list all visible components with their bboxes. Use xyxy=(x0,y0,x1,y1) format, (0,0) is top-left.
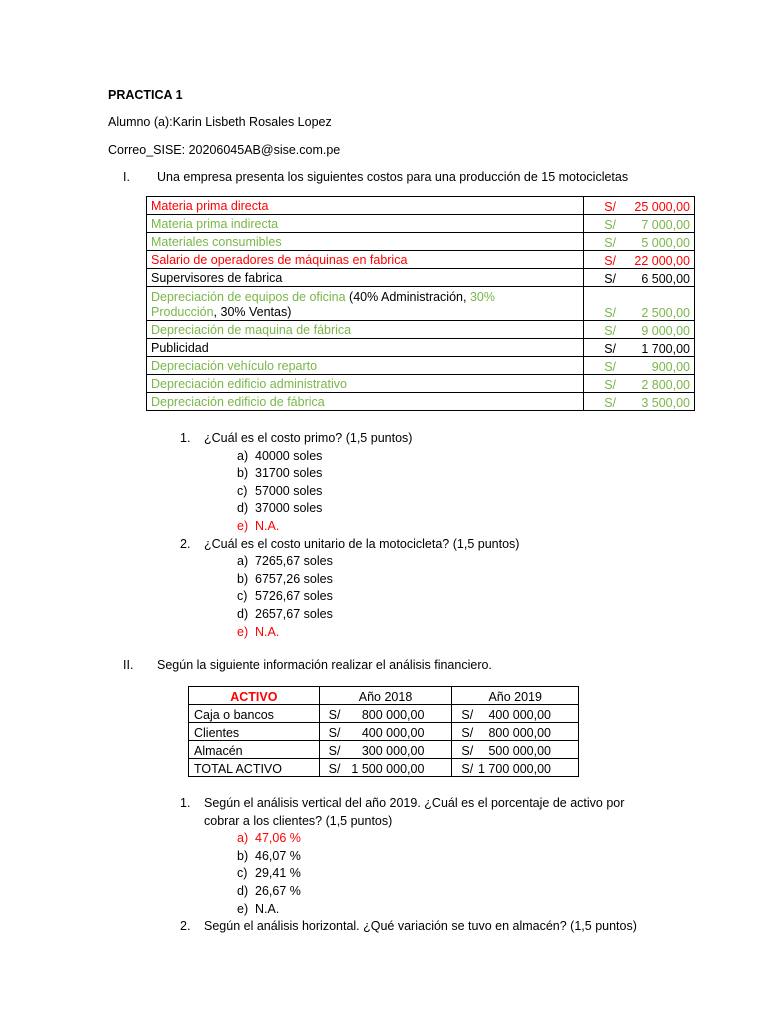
currency-symbol: S/ xyxy=(604,306,616,320)
cost-amount-wrap xyxy=(588,306,690,320)
asset-label: Clientes xyxy=(189,723,320,741)
amount-value: 1 700,00 xyxy=(641,342,690,356)
answer-option xyxy=(237,466,322,480)
cost-amount xyxy=(584,215,695,233)
option-letter: d) xyxy=(237,501,249,516)
option-letter: a) xyxy=(237,831,249,846)
asset-money xyxy=(325,744,447,758)
asset-value xyxy=(452,723,579,741)
cost-amount-wrap xyxy=(588,254,690,268)
amount-value: 1 500 000,00 xyxy=(351,762,425,776)
currency-symbol: S/ xyxy=(604,396,616,410)
cost-amount xyxy=(584,339,695,357)
answer-option xyxy=(237,484,322,498)
amount-value: 6 500,00 xyxy=(641,272,690,286)
option-text: 5726,67 soles xyxy=(255,589,333,604)
section1-numeral: I. xyxy=(123,170,130,184)
question-text-cont: cobrar a los clientes? (1,5 puntos) xyxy=(204,813,393,828)
currency-symbol: S/ xyxy=(604,200,616,214)
asset-money xyxy=(457,744,573,758)
page-title: PRACTICA 1 xyxy=(108,88,183,102)
asset-value xyxy=(319,723,452,741)
currency-symbol: S/ xyxy=(328,726,341,740)
option-text: 31700 soles xyxy=(255,466,323,481)
currency-symbol: S/ xyxy=(604,272,616,286)
cost-label-part: 30% xyxy=(469,290,495,304)
cost-label: Materia prima directa xyxy=(147,197,584,215)
section1-intro: Una empresa presenta los siguientes costos para una producción de 15 motocicletas xyxy=(157,170,629,184)
cost-amount xyxy=(584,357,695,375)
cost-label: Salario de operadores de máquinas en fabrica xyxy=(147,251,584,269)
asset-money xyxy=(325,726,447,740)
asset-label: Almacén xyxy=(189,741,320,759)
option-text: 37000 soles xyxy=(255,501,323,516)
asset-header-row xyxy=(189,687,579,705)
student-name: Alumno (a):Karin Lisbeth Rosales Lopez xyxy=(108,115,332,129)
cost-label-part: Depreciación de equipos de oficina xyxy=(151,290,346,304)
currency-symbol: S/ xyxy=(328,744,341,758)
answer-option xyxy=(237,572,333,586)
option-text: N.A. xyxy=(255,901,280,916)
currency-symbol: S/ xyxy=(604,378,616,392)
question-number: 1. xyxy=(180,796,191,810)
cost-label: Supervisores de fabrica xyxy=(147,269,584,287)
amount-value: 300 000,00 xyxy=(361,744,425,758)
question-text: ¿Cuál es el costo primo? (1,5 puntos) xyxy=(204,431,413,445)
asset-money xyxy=(325,762,447,776)
cost-amount xyxy=(584,375,695,393)
currency-symbol: S/ xyxy=(604,218,616,232)
asset-header-cell: Año 2019 xyxy=(452,687,579,705)
cost-amount-wrap xyxy=(588,360,690,374)
cost-amount-wrap xyxy=(588,218,690,232)
asset-table xyxy=(188,686,579,777)
option-text: 2657,67 soles xyxy=(255,607,333,621)
cost-row xyxy=(147,251,695,269)
cost-amount-wrap xyxy=(588,342,690,356)
option-letter: a) xyxy=(237,554,249,569)
student-email: Correo_SISE: 20206045AB@sise.com.pe xyxy=(108,143,341,157)
cost-row xyxy=(147,233,695,251)
question xyxy=(180,796,624,810)
amount-value: 400 000,00 xyxy=(361,726,425,740)
answer-option xyxy=(237,607,333,621)
answer-option xyxy=(237,884,301,898)
currency-symbol: S/ xyxy=(461,762,474,776)
cost-row xyxy=(147,375,695,393)
currency-symbol: S/ xyxy=(604,342,616,356)
asset-money xyxy=(457,726,573,740)
currency-symbol: S/ xyxy=(604,236,616,250)
amount-value: 9 000,00 xyxy=(641,324,690,338)
asset-value xyxy=(452,759,579,777)
currency-symbol: S/ xyxy=(461,708,474,722)
cost-amount-wrap xyxy=(588,272,690,286)
option-text: 47,06 % xyxy=(255,831,301,846)
option-text: 46,07 % xyxy=(255,848,301,863)
amount-value: 5 000,00 xyxy=(641,236,690,250)
currency-symbol: S/ xyxy=(604,324,616,338)
amount-value: 900,00 xyxy=(651,360,690,374)
answer-option xyxy=(237,449,322,463)
asset-money xyxy=(457,762,573,776)
cost-amount-wrap xyxy=(588,324,690,338)
asset-value xyxy=(319,705,452,723)
amount-value: 3 500,00 xyxy=(641,396,690,410)
amount-value: 22 000,00 xyxy=(634,254,690,268)
option-letter: b) xyxy=(237,466,249,481)
section2-intro: Según la siguiente información realizar el análisis financiero. xyxy=(157,658,492,672)
cost-label: Depreciación de maquina de fábrica xyxy=(147,321,584,339)
option-letter: a) xyxy=(237,448,249,463)
currency-symbol: S/ xyxy=(604,254,616,268)
cost-amount-wrap xyxy=(588,236,690,250)
cost-amount xyxy=(584,197,695,215)
asset-row xyxy=(189,723,579,741)
option-text: 40000 soles xyxy=(255,448,323,463)
option-letter: e) xyxy=(237,624,249,639)
cost-amount xyxy=(584,251,695,269)
amount-value: 2 500,00 xyxy=(641,306,690,320)
cost-label: Depreciación edificio administrativo xyxy=(147,375,584,393)
cost-label: Publicidad xyxy=(147,339,584,357)
asset-money xyxy=(325,708,447,722)
currency-symbol: S/ xyxy=(328,708,341,722)
option-text: 29,41 % xyxy=(255,866,301,881)
amount-value: 400 000,00 xyxy=(488,708,551,722)
answer-option xyxy=(237,554,333,568)
amount-value: 25 000,00 xyxy=(634,200,690,214)
option-text: N.A. xyxy=(255,519,280,533)
cost-label: Depreciación vehículo reparto xyxy=(147,357,584,375)
asset-label: Caja o bancos xyxy=(189,705,320,723)
section2-numeral: II. xyxy=(123,658,134,672)
cost-amount xyxy=(584,269,695,287)
cost-row xyxy=(147,393,695,411)
cost-row xyxy=(147,357,695,375)
answer-option xyxy=(237,902,279,916)
cost-label-part: (40% Administración, xyxy=(345,290,470,304)
option-letter: c) xyxy=(237,483,248,498)
cost-amount xyxy=(584,393,695,411)
question-number: 2. xyxy=(180,536,191,551)
answer-option xyxy=(237,625,279,639)
currency-symbol: S/ xyxy=(328,762,341,776)
answer-option xyxy=(237,849,301,863)
asset-value xyxy=(452,705,579,723)
cost-label-part: , 30% Ventas) xyxy=(213,305,292,319)
question-text: ¿Cuál es el costo unitario de la motocicleta? (1,5 puntos) xyxy=(204,536,520,551)
cost-table xyxy=(146,196,695,411)
option-letter: c) xyxy=(237,866,248,881)
amount-value: 7 000,00 xyxy=(641,218,690,232)
option-letter: b) xyxy=(237,571,249,586)
asset-value xyxy=(319,741,452,759)
amount-value: 500 000,00 xyxy=(488,744,551,758)
amount-value: 800 000,00 xyxy=(488,726,551,740)
asset-label: TOTAL ACTIVO xyxy=(189,759,320,777)
question xyxy=(180,537,519,551)
cost-amount-wrap xyxy=(588,396,690,410)
answer-option xyxy=(237,519,279,533)
question-text: Según el análisis vertical del año 2019. ¿Cuál es el porcentaje de activo por xyxy=(204,796,625,810)
cost-amount-wrap xyxy=(588,378,690,392)
cost-row xyxy=(147,269,695,287)
cost-label xyxy=(147,287,584,321)
currency-symbol: S/ xyxy=(461,726,474,740)
asset-row xyxy=(189,759,579,777)
asset-row xyxy=(189,705,579,723)
currency-symbol: S/ xyxy=(461,744,474,758)
asset-value xyxy=(319,759,452,777)
question-number: 2. xyxy=(180,919,191,934)
question-number: 1. xyxy=(180,431,191,445)
option-letter: b) xyxy=(237,848,249,863)
answer-option xyxy=(237,501,322,515)
question-text: Según el análisis horizontal. ¿Qué variación se tuvo en almacén? (1,5 puntos) xyxy=(204,919,637,934)
cost-label: Materiales consumibles xyxy=(147,233,584,251)
cost-label-part: Producción xyxy=(151,305,214,319)
answer-option xyxy=(237,831,301,845)
cost-label: Materia prima indirecta xyxy=(147,215,584,233)
answer-option xyxy=(237,866,301,880)
amount-value: 1 700 000,00 xyxy=(478,762,551,776)
cost-amount xyxy=(584,287,695,321)
currency-symbol: S/ xyxy=(604,360,616,374)
asset-header-cell: ACTIVO xyxy=(189,687,320,705)
cost-amount-wrap xyxy=(588,200,690,214)
amount-value: 800 000,00 xyxy=(361,708,425,722)
option-letter: d) xyxy=(237,884,249,898)
answer-option xyxy=(237,589,333,603)
option-text: 7265,67 soles xyxy=(255,554,333,569)
cost-amount xyxy=(584,233,695,251)
cost-amount xyxy=(584,321,695,339)
asset-value xyxy=(452,741,579,759)
option-text: 57000 soles xyxy=(255,483,323,498)
option-letter: d) xyxy=(237,607,249,621)
cost-row xyxy=(147,197,695,215)
cost-row xyxy=(147,339,695,357)
option-letter: e) xyxy=(237,901,249,916)
asset-header-cell: Año 2018 xyxy=(319,687,452,705)
question xyxy=(180,919,637,933)
option-text: 26,67 % xyxy=(255,884,301,898)
cost-row xyxy=(147,321,695,339)
cost-row xyxy=(147,287,695,321)
option-letter: e) xyxy=(237,519,249,533)
option-text: 6757,26 soles xyxy=(255,571,333,586)
amount-value: 2 800,00 xyxy=(641,378,690,392)
question xyxy=(180,431,412,445)
cost-row xyxy=(147,215,695,233)
option-text: N.A. xyxy=(255,624,280,639)
cost-label: Depreciación edificio de fábrica xyxy=(147,393,584,411)
asset-money xyxy=(457,708,573,722)
option-letter: c) xyxy=(237,589,248,604)
asset-row xyxy=(189,741,579,759)
